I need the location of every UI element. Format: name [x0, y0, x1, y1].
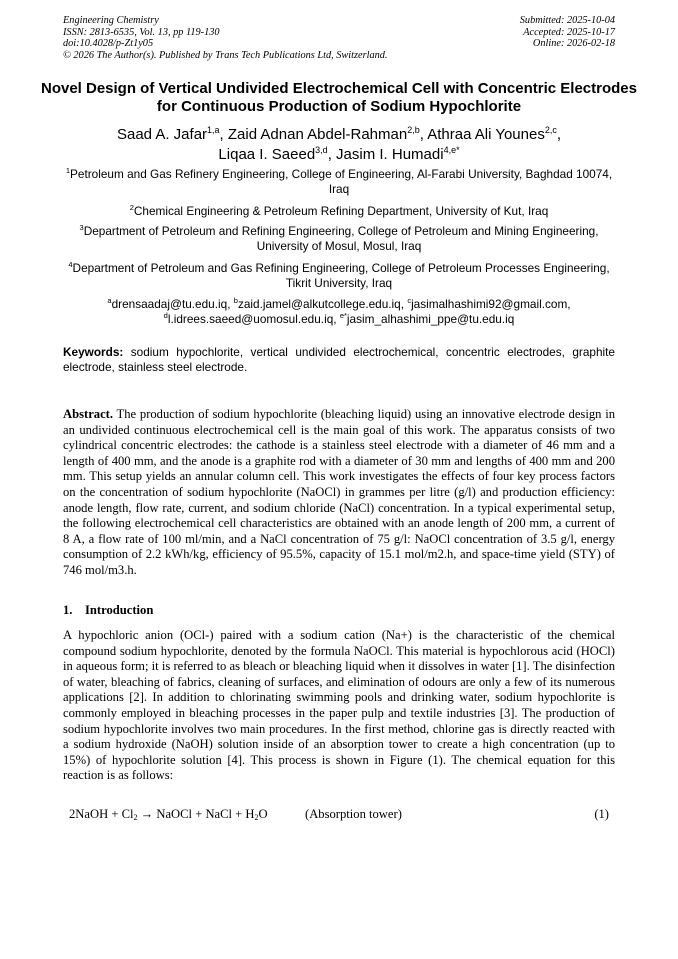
- email-address[interactable]: l.idrees.saeed@uomosul.edu.iq: [167, 312, 334, 326]
- online-date: Online: 2026-02-18: [532, 38, 615, 50]
- affiliation-text: Petroleum and Gas Refinery Engineering, College of Engineering, Al-Farabi University, Baghdad 10074, Iraq: [70, 167, 613, 196]
- author-separator: ,: [419, 126, 428, 143]
- affiliation-text: Chemical Engineering & Petroleum Refining Department, University of Kut, Iraq: [133, 204, 549, 218]
- email-separator: ,: [400, 297, 408, 311]
- accepted-date: Accepted: 2025-10-17: [523, 26, 615, 38]
- affiliation-mark: 2: [129, 203, 134, 212]
- affiliation-mark: 4: [68, 260, 73, 269]
- section-title: Introduction: [85, 603, 154, 617]
- journal-name: Engineering Chemistry: [63, 15, 159, 26]
- affiliation-text: Department of Petroleum and Gas Refining Engineering, College of Petroleum Processes Engineering, Tikrit University, Iraq: [72, 261, 610, 290]
- author-list: [40, 125, 638, 165]
- email-address[interactable]: zaid.jamel@alkutcollege.edu.iq: [237, 297, 401, 311]
- journal-issn: ISSN: 2813-6535, Vol. 13, pp 119-130: [63, 26, 220, 38]
- equation-subscript: 2: [133, 813, 138, 822]
- abstract: [63, 407, 615, 579]
- journal-info: [63, 15, 387, 61]
- email-mark: d: [163, 311, 168, 320]
- author-name: Zaid Adnan Abdel-Rahman: [227, 126, 408, 143]
- equation-note: (Absorption tower): [305, 807, 402, 821]
- abstract-label: Abstract.: [63, 407, 114, 421]
- introduction-paragraph: A hypochloric anion (OCl-) paired with a sodium cation (Na+) is the characteristic of the chemical compound sodium hypochlorite, denoted by the formula NaOCl. This material is hypochlorous acid (HOCl) in aqueous form; it is referred to as bleach or bleaching liquid when it dissolves in water [1]. The disinfection of water, bleaching of fabrics, cleaning of surfaces, and elimination of odours are only a few of its numerous applications [2]. In addition to chlorinating swimming pools and drinking water, sodium hypochlorite is commonly employed in bleaching processes in the paper pulp and textile industries [3]. The production of sodium hypochlorite involves two main procedures. In the first method, chlorine gas is directly reacted with a sodium hydroxide (NaOH) solution inside of an absorption tower to create a high concentration (up to 15%) of hypochlorite solution [4]. This process is shown in Figure (1). The chemical equation for this reaction is as follows:: [63, 628, 615, 783]
- equation-body: [69, 806, 268, 822]
- equation-lhs: 2NaOH + Cl: [69, 807, 134, 821]
- journal-copyright: © 2026 The Author(s). Published by Trans Tech Publications Ltd, Switzerland.: [63, 49, 388, 61]
- equation-rhs-end: O: [258, 807, 268, 821]
- affiliation-mark: 3: [79, 223, 84, 232]
- affiliation-1: [60, 167, 618, 197]
- email-address[interactable]: drensaadaj@tu.edu.iq: [111, 297, 228, 311]
- author-separator: ,: [219, 126, 228, 143]
- keywords-text: sodium hypochlorite, vertical undivided electrochemical, concentric electrodes, graphite electrode, stainless steel electrode.: [63, 345, 615, 374]
- email-mark: c: [407, 296, 412, 305]
- author-name: Athraa Ali Younes: [427, 126, 545, 143]
- email-separator: ,: [227, 297, 234, 311]
- email-separator: ,: [567, 297, 571, 311]
- section-number: 1.: [63, 603, 73, 617]
- author-affiliation-mark: 2,c: [544, 125, 557, 135]
- author-separator: ,: [556, 126, 562, 143]
- submitted-date: Submitted: 2025-10-04: [519, 15, 615, 26]
- abstract-text: The production of sodium hypochlorite (bleaching liquid) using an innovative electrode design in an undivided continuous electrochemical cell is the main goal of this work. The apparatus consists of two cylindrical concentric electrodes: the cathode is a stainless steel electrode with a diameter of 46 mm and a length of 400 mm, and the anode is a graphite rod with a diameter of 30 mm and lengths of 400 mm and 200 mm. This setup yields an annular column cell. This work investigates the effects of four key process factors on the concentration of sodium hypochlorite (NaOCl) in grammes per litre (g/l) and production efficiency: anode length, flow rate, current, and sodium chloride (NaCl) concentration. In a typical experimental setup, the following electrochemical cell characteristics are obtained with an anode length of 200 mm, a current of 8 A, a flow rate of 100 ml/min, and a NaCl concentration of 75 g/l: NaOCl concentration of 3.5 g/l, energy consumption of 2.2 kWh/kg, efficiency of 95.5%, capacity of 15.1 mol/m2.h, and space-time yield (STY) of 746 mol/m3.h.: [63, 407, 615, 577]
- author-name: Jasim I. Humadi: [336, 146, 444, 163]
- email-list: [60, 297, 618, 327]
- author-separator: ,: [327, 146, 337, 163]
- affiliation-3: [60, 224, 618, 254]
- author-name: Saad A. Jafar: [116, 126, 208, 143]
- publication-dates: [520, 15, 615, 50]
- keywords: [63, 345, 615, 375]
- paper-title: Novel Design of Vertical Undivided Electrochemical Cell with Concentric Electrodes for Continuous Production of Sodium Hypochlorite: [40, 80, 637, 115]
- email-mark: a: [107, 296, 112, 305]
- author-affiliation-mark: 2,b: [407, 125, 420, 135]
- author-affiliation-mark: 3,d: [315, 145, 328, 155]
- equation-subscript: 2: [254, 813, 259, 822]
- affiliation-text: Department of Petroleum and Refining Engineering, College of Petroleum and Mining Engineering, University of Mosul, Mosul, Iraq: [83, 224, 599, 253]
- affiliation-2: [60, 204, 618, 219]
- author-affiliation-mark: 1,a: [207, 125, 220, 135]
- email-address[interactable]: jasimalhashimi92@gmail.com: [411, 297, 568, 311]
- equation-number: (1): [594, 807, 609, 821]
- keywords-label: Keywords:: [63, 345, 124, 359]
- affiliation-mark: 1: [65, 166, 71, 175]
- author-name: Liqaa I. Saeed: [218, 146, 316, 163]
- journal-doi: doi:10.4028/p-Zt1y05: [63, 38, 154, 50]
- equation-rhs: → NaOCl + NaCl + H: [137, 807, 255, 821]
- section-heading-introduction: [63, 603, 153, 618]
- author-affiliation-mark: 4,e*: [443, 145, 460, 155]
- email-mark: b: [233, 296, 238, 305]
- email-address[interactable]: jasim_alhashimi_ppe@tu.edu.iq: [346, 312, 515, 326]
- email-separator: ,: [333, 312, 340, 326]
- affiliation-4: [60, 261, 618, 291]
- email-mark: e*: [339, 311, 347, 320]
